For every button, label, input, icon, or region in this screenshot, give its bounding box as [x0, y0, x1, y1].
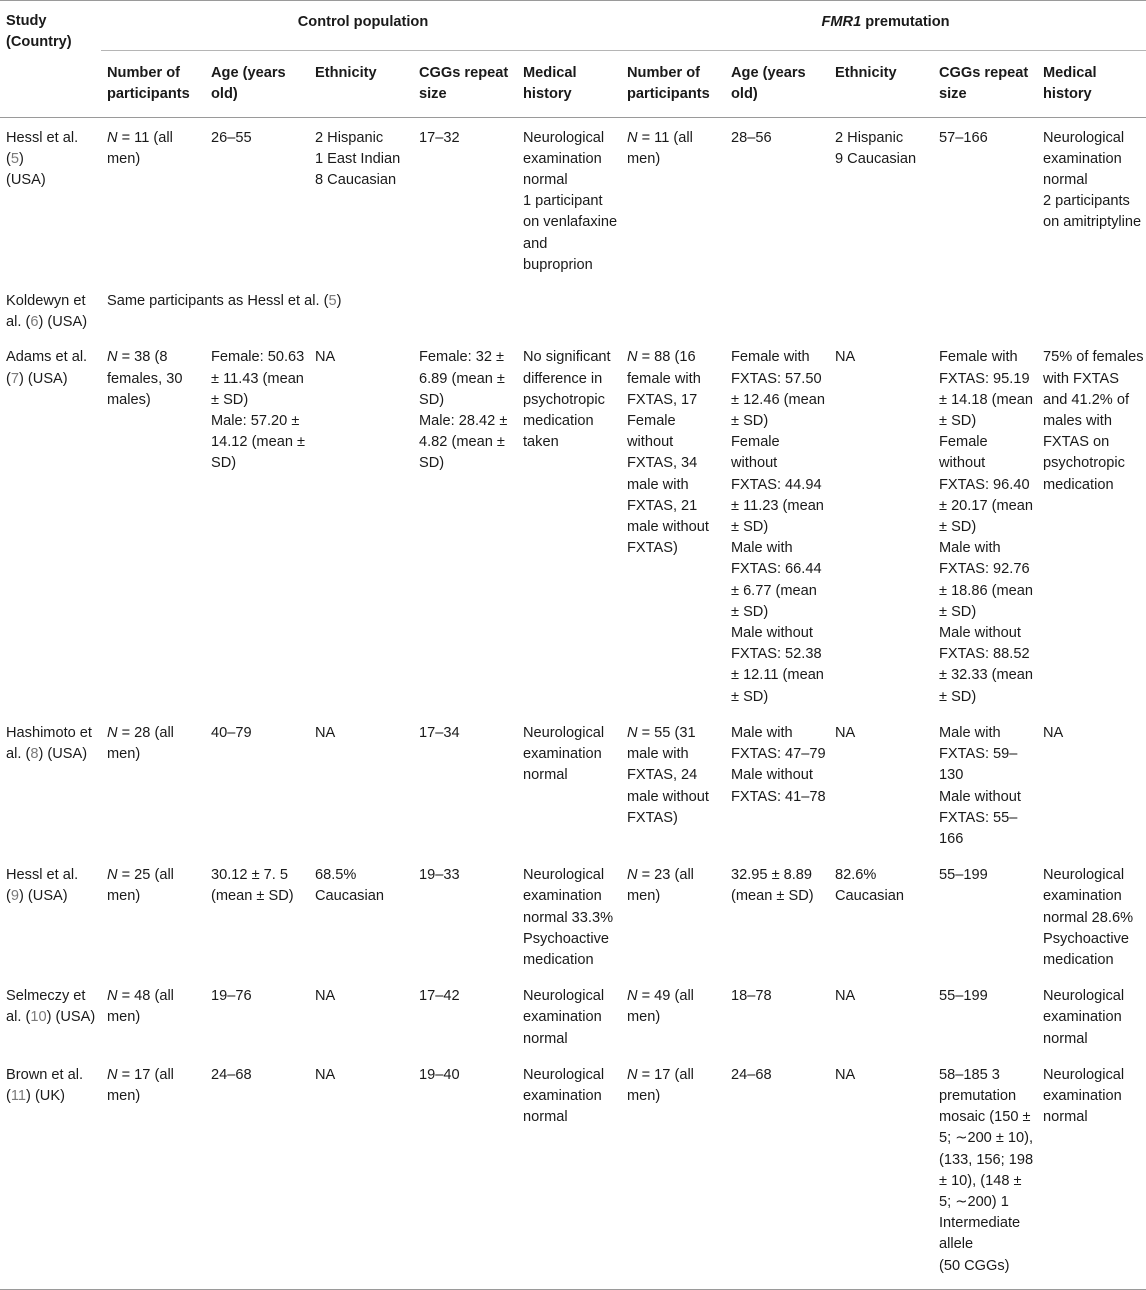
study-cell	[0, 281, 101, 336]
table-header	[0, 1, 1146, 118]
control-cgg-cell	[413, 713, 517, 855]
n-value: = 11 (all men)	[107, 129, 173, 167]
col-premutation-age	[725, 51, 829, 117]
header-study-label: Study (Country)	[6, 13, 72, 51]
control-cgg-cell	[413, 855, 517, 976]
premutation-cgg-cell	[933, 1055, 1037, 1290]
col-label: CGGs repeat size	[939, 65, 1029, 103]
col-control-medical	[517, 51, 621, 117]
n-symbol: N	[107, 1066, 118, 1083]
premutation-medical-cell	[1037, 1055, 1146, 1290]
premutation-ethnicity-cell	[829, 976, 933, 1055]
control-medical-cell	[517, 713, 621, 855]
col-label: Medical history	[523, 65, 577, 103]
cell-line: 9 Caucasian	[835, 150, 917, 167]
col-premutation-medical	[1037, 51, 1146, 117]
col-label: Number of participants	[627, 65, 710, 103]
participants-cell	[621, 713, 725, 855]
study-name: Hashimoto et al. (	[6, 724, 92, 763]
table-row	[0, 713, 1146, 855]
control-medical-cell	[517, 1055, 621, 1290]
cell-line: 19–40	[419, 1066, 460, 1083]
cell-line: Male without FXTAS: 52.38 ± 12.11 (mean ± SD)	[731, 625, 824, 705]
cell-line: (50 CGGs)	[939, 1257, 1010, 1274]
cell-line: Neurological examination normal	[523, 1066, 605, 1126]
cell-line: 32.95 ± 8.89 (mean ± SD)	[731, 867, 814, 905]
cell-line: 24–68	[211, 1066, 252, 1083]
cell-line: 2 participants on amitriptyline	[1043, 193, 1142, 231]
participants-cell	[101, 336, 205, 712]
control-cgg-cell	[413, 336, 517, 712]
cell-line: Female: 32 ± 6.89 (mean ± SD)	[419, 349, 505, 408]
col-label: CGGs repeat size	[419, 65, 509, 103]
col-premutation-cgg	[933, 51, 1037, 117]
participants-cell	[621, 855, 725, 976]
cell-line: Male with FXTAS: 47–79	[731, 724, 826, 763]
cell-line: Neurological examination normal	[1043, 1066, 1125, 1126]
cell-line: NA	[835, 349, 856, 366]
cell-line: Male with FXTAS: 66.44 ± 6.77 (mean ± SD)	[731, 540, 822, 620]
cell-line: 2 Hispanic	[835, 129, 904, 146]
n-value: = 55 (31 male with FXTAS, 24 male without FXTAS)	[627, 724, 709, 826]
n-value: = 25 (all men)	[107, 867, 174, 905]
header-study	[0, 1, 101, 118]
cell-line: Male: 28.42 ± 4.82 (mean ± SD)	[419, 413, 508, 472]
study-cell	[0, 1055, 101, 1290]
cell-line: Female without FXTAS: 44.94 ± 11.23 (mean ± SD)	[731, 434, 824, 536]
premutation-medical-cell	[1037, 976, 1146, 1055]
premutation-medical-cell	[1037, 336, 1146, 712]
cell-line: 1 participant on venlafaxine and buproprion	[523, 193, 618, 273]
n-symbol: N	[107, 867, 118, 884]
reference-number: 8	[30, 746, 39, 763]
premutation-age-cell	[725, 855, 829, 976]
control-ethnicity-cell	[309, 336, 413, 712]
study-suffix: ) (UK)	[26, 1087, 65, 1104]
n-value: = 28 (all men)	[107, 724, 174, 763]
study-cell	[0, 336, 101, 712]
cell-line: NA	[835, 724, 856, 741]
control-ethnicity-cell	[309, 117, 413, 281]
col-control-cgg	[413, 51, 517, 117]
n-value: = 11 (all men)	[627, 129, 693, 167]
premutation-medical-cell	[1037, 855, 1146, 976]
study-suffix: ) (USA)	[38, 314, 88, 331]
cell-line: NA	[315, 349, 336, 366]
cell-line: NA	[315, 724, 336, 741]
table-row	[0, 117, 1146, 281]
cell-line: 24–68	[731, 1066, 772, 1083]
n-symbol: N	[627, 349, 638, 366]
premutation-cgg-cell	[933, 336, 1037, 712]
control-ethnicity-cell	[309, 1055, 413, 1290]
cell-line: 82.6% Caucasian	[835, 867, 904, 905]
study-name: Hessl et al. (	[6, 129, 79, 167]
col-label: Medical history	[1043, 65, 1097, 103]
participants-cell	[101, 117, 205, 281]
study-country: (USA)	[6, 172, 46, 189]
cell-line: 28–56	[731, 129, 772, 146]
n-symbol: N	[107, 349, 118, 366]
n-symbol: N	[627, 724, 638, 741]
cell-line: Male: 57.20 ± 14.12 (mean ± SD)	[211, 413, 306, 472]
control-age-cell	[205, 117, 309, 281]
n-value: = 88 (16 female with FXTAS, 17 Female without FXTAS, 34 male with FXTAS, 21 male without FXTAS)	[627, 349, 709, 557]
table-row	[0, 855, 1146, 976]
reference-number: 9	[10, 888, 19, 905]
control-cgg-cell	[413, 1055, 517, 1290]
participants-cell	[101, 713, 205, 855]
premutation-cgg-cell	[933, 117, 1037, 281]
n-value: = 23 (all men)	[627, 867, 694, 905]
cell-line: 68.5% Caucasian	[315, 867, 384, 905]
control-medical-cell	[517, 117, 621, 281]
col-label: Age (years old)	[731, 65, 806, 103]
cell-line: Male without FXTAS: 88.52 ± 32.33 (mean ± SD)	[939, 625, 1034, 705]
cell-line: Female: 50.63 ± 11.43 (mean ± SD)	[211, 349, 305, 408]
cell-line: 58–185 3 premutation mosaic (150 ± 5; ∼200 ± 10), (133, 156; 198 ± 10), (148 ± 5; ∼200) 1 Intermediate allele	[939, 1066, 1034, 1253]
premutation-ethnicity-cell	[829, 1055, 933, 1290]
cell-line: Neurological examination normal 33.3% Psychoactive medication	[523, 867, 614, 968]
cell-line: 57–166	[939, 129, 988, 146]
n-symbol: N	[627, 129, 638, 146]
cell-line: 40–79	[211, 724, 252, 741]
reference-number: 5	[328, 293, 337, 310]
n-value: = 17 (all men)	[627, 1066, 694, 1104]
col-control-ethnicity	[309, 51, 413, 117]
cell-line: 19–76	[211, 988, 252, 1005]
cell-line: Neurological examination normal	[1043, 129, 1125, 189]
cell-line: Male without FXTAS: 41–78	[731, 767, 826, 805]
cell-line: 17–32	[419, 129, 460, 146]
control-medical-cell	[517, 336, 621, 712]
participants-cell	[101, 976, 205, 1055]
study-suffix: ) (USA)	[46, 1009, 96, 1026]
n-value: = 38 (8 females, 30 males)	[107, 349, 183, 408]
participants-cell	[101, 1055, 205, 1290]
table-row	[0, 281, 1146, 336]
reference-number: 11	[10, 1087, 27, 1104]
cell-line: 17–42	[419, 988, 460, 1005]
col-premutation-ethnicity	[829, 51, 933, 117]
col-label: Ethnicity	[835, 65, 897, 82]
cell-line: NA	[835, 1066, 856, 1083]
premutation-cgg-cell	[933, 976, 1037, 1055]
cell-line: 55–199	[939, 867, 988, 884]
reference-number: 7	[10, 370, 19, 387]
participants-cell	[621, 336, 725, 712]
control-age-cell	[205, 976, 309, 1055]
reference-number: 6	[30, 314, 39, 331]
col-control-n	[101, 51, 205, 117]
cell-line: Female without FXTAS: 96.40 ± 20.17 (mean ± SD)	[939, 434, 1034, 536]
premutation-medical-cell	[1037, 713, 1146, 855]
col-premutation-n	[621, 51, 725, 117]
n-value: = 49 (all men)	[627, 988, 694, 1026]
same-participants-cell	[101, 281, 1146, 336]
n-symbol: N	[107, 129, 118, 146]
cell-line: 30.12 ± 7. 5 (mean ± SD)	[211, 867, 294, 905]
cell-line: 2 Hispanic	[315, 129, 384, 146]
premutation-ethnicity-cell	[829, 855, 933, 976]
header-control-label: Control population	[297, 14, 429, 30]
cell-line: 8 Caucasian	[315, 172, 397, 189]
cell-line: 55–199	[939, 988, 988, 1005]
study-suffix: ) (USA)	[19, 888, 68, 905]
study-name: Koldewyn et al. (	[6, 293, 86, 331]
table-row	[0, 1055, 1146, 1290]
premutation-age-cell	[725, 117, 829, 281]
control-age-cell	[205, 336, 309, 712]
cell-line: Neurological examination normal 28.6% Psychoactive medication	[1043, 867, 1134, 968]
cell-line: Male without FXTAS: 55–166	[939, 788, 1021, 847]
control-medical-cell	[517, 855, 621, 976]
cell-line: Female with FXTAS: 57.50 ± 12.46 (mean ± SD)	[731, 349, 826, 430]
table-row	[0, 336, 1146, 712]
premutation-ethnicity-cell	[829, 336, 933, 712]
premutation-age-cell	[725, 336, 829, 712]
control-cgg-cell	[413, 117, 517, 281]
study-name: Hessl et al. (	[6, 867, 79, 905]
control-ethnicity-cell	[309, 713, 413, 855]
control-age-cell	[205, 713, 309, 855]
study-name: Brown et al. (	[6, 1066, 84, 1104]
participants-cell	[621, 1055, 725, 1290]
study-suffix: )	[19, 150, 24, 167]
control-age-cell	[205, 855, 309, 976]
cell-line: NA	[315, 1066, 336, 1083]
cell-line: Male with FXTAS: 92.76 ± 18.86 (mean ± SD)	[939, 540, 1034, 620]
cell-line: 1 East Indian	[315, 150, 401, 167]
cell-line: Male with FXTAS: 59–130	[939, 724, 1018, 784]
cell-line: Neurological examination normal	[523, 724, 605, 784]
same-suffix: )	[336, 293, 342, 310]
cell-line: 26–55	[211, 129, 252, 146]
cell-line: Neurological examination normal	[523, 988, 605, 1047]
cell-line: NA	[315, 988, 336, 1005]
col-control-age	[205, 51, 309, 117]
n-symbol: N	[107, 724, 118, 741]
study-suffix: ) (USA)	[19, 370, 68, 387]
premutation-age-cell	[725, 976, 829, 1055]
header-premutation	[621, 1, 1146, 51]
header-control-population	[101, 1, 621, 51]
premutation-cgg-cell	[933, 713, 1037, 855]
premutation-ethnicity-cell	[829, 713, 933, 855]
participants-cell	[621, 117, 725, 281]
study-cell	[0, 117, 101, 281]
reference-number: 10	[30, 1009, 47, 1026]
n-symbol: N	[627, 1066, 638, 1083]
cell-line: 19–33	[419, 867, 460, 884]
control-cgg-cell	[413, 976, 517, 1055]
header-premutation-label: premutation	[861, 14, 950, 30]
control-age-cell	[205, 1055, 309, 1290]
study-cell	[0, 855, 101, 976]
n-symbol: N	[627, 988, 638, 1005]
table-body	[0, 117, 1146, 1289]
cell-line: NA	[1043, 724, 1064, 741]
col-label: Number of participants	[107, 65, 190, 103]
premutation-age-cell	[725, 713, 829, 855]
study-name: Selmeczy et al. (	[6, 988, 86, 1026]
cell-line: 17–34	[419, 724, 460, 741]
n-value: = 17 (all men)	[107, 1066, 174, 1104]
n-symbol: N	[107, 988, 118, 1005]
cell-line: NA	[835, 988, 856, 1005]
cell-line: No significant difference in psychotropic medication taken	[523, 349, 611, 451]
study-suffix: ) (USA)	[38, 746, 88, 763]
premutation-medical-cell	[1037, 117, 1146, 281]
same-text: Same participants as Hessl et al. (	[107, 293, 329, 310]
reference-number: 5	[10, 150, 19, 167]
cell-line: Neurological examination normal	[1043, 988, 1125, 1047]
cell-line: Female with FXTAS: 95.19 ± 14.18 (mean ± SD)	[939, 349, 1034, 430]
premutation-ethnicity-cell	[829, 117, 933, 281]
cell-line: 18–78	[731, 988, 772, 1005]
col-label: Age (years old)	[211, 65, 286, 103]
table-row	[0, 976, 1146, 1055]
study-cell	[0, 976, 101, 1055]
header-gene: FMR1	[821, 14, 862, 30]
n-symbol: N	[627, 867, 638, 884]
study-name: Adams et al. (	[6, 349, 88, 387]
participants-cell	[621, 976, 725, 1055]
col-label: Ethnicity	[315, 65, 377, 82]
premutation-age-cell	[725, 1055, 829, 1290]
premutation-cgg-cell	[933, 855, 1037, 976]
control-ethnicity-cell	[309, 976, 413, 1055]
study-cell	[0, 713, 101, 855]
control-ethnicity-cell	[309, 855, 413, 976]
participants-cell	[101, 855, 205, 976]
cell-line: Neurological examination normal	[523, 129, 605, 189]
n-value: = 48 (all men)	[107, 988, 174, 1026]
cell-line: 75% of females with FXTAS and 41.2% of males with FXTAS on psychotropic medication	[1043, 349, 1144, 493]
control-medical-cell	[517, 976, 621, 1055]
